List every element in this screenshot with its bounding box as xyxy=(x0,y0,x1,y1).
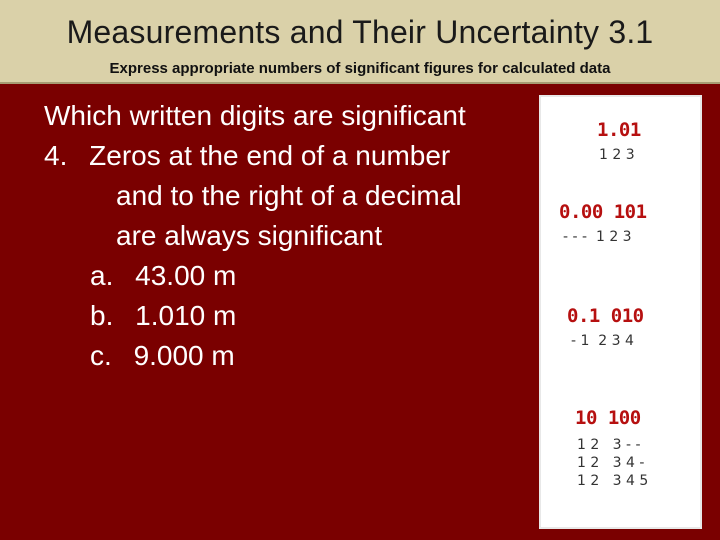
rule-text-3: are always significant xyxy=(116,220,383,251)
rule-text-2: and to the right of a decimal xyxy=(116,180,462,211)
figure-counts-row: 1 2 3 4 5 xyxy=(577,473,649,489)
example-letter: c. xyxy=(90,340,112,371)
example-b xyxy=(44,296,534,336)
example-a xyxy=(44,256,534,296)
example-letter: b. xyxy=(90,300,114,331)
slide-title: Measurements and Their Uncertainty 3.1 xyxy=(66,14,654,50)
content-heading: Which written digits are significant xyxy=(44,100,466,131)
example-value: 1.010 m xyxy=(135,300,237,331)
figure-counts: 1 2 3 xyxy=(599,147,635,163)
rule-text-1: Zeros at the end of a number xyxy=(89,140,451,171)
example-letter: a. xyxy=(90,260,114,291)
figure-counts-row: 1 2 3 - - xyxy=(577,437,641,453)
slide-content xyxy=(44,96,534,376)
example-value: 43.00 m xyxy=(135,260,237,291)
figure-number: 10 100 xyxy=(575,407,641,429)
figure-number: 1.01 xyxy=(597,119,641,141)
sig-fig-figure xyxy=(539,95,702,529)
example-value: 9.000 m xyxy=(133,340,235,371)
figure-counts: - - - 1 2 3 xyxy=(563,229,632,245)
slide-subtitle: Express appropriate numbers of significant figures for calculated data xyxy=(109,60,611,77)
figure-number: 0.00 101 xyxy=(559,201,647,223)
figure-counts-row: 1 2 3 4 - xyxy=(577,455,645,471)
rule-number: 4. xyxy=(44,140,68,171)
figure-counts: - 1 2 3 4 xyxy=(571,333,634,349)
example-c xyxy=(44,336,534,376)
rule-line-1 xyxy=(44,136,534,176)
slide-header xyxy=(0,0,720,84)
figure-number: 0.1 010 xyxy=(567,305,644,327)
